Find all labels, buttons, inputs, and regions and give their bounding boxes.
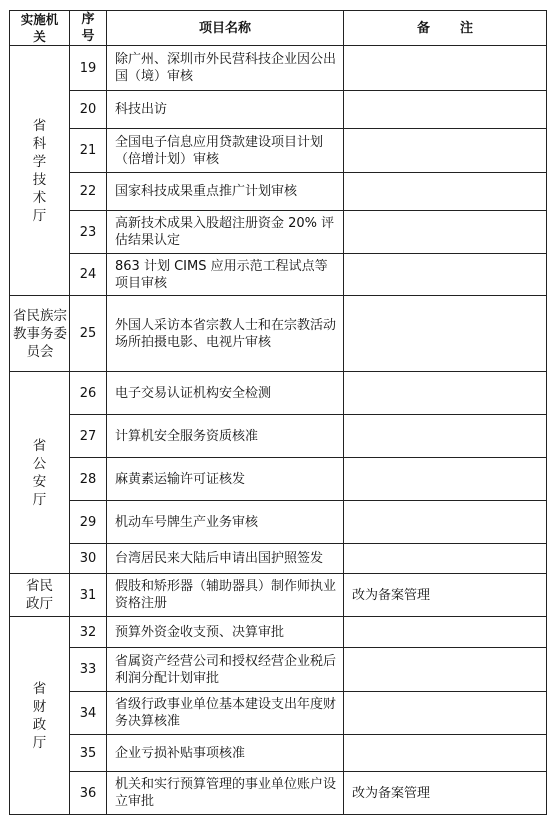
seq-cell: 36 [70,772,107,815]
header-note: 备注 [344,11,547,46]
note-cell [344,372,547,415]
seq-cell: 20 [70,91,107,129]
note-cell: 改为备案管理 [344,772,547,815]
item-name-cell: 863 计划 CIMS 应用示范工程试点等项目审核 [107,254,344,296]
note-cell [344,501,547,544]
seq-cell: 21 [70,129,107,173]
item-name-cell: 除广州、深圳市外民营科技企业因公出国（境）审核 [107,46,344,91]
table-row [10,544,547,574]
item-name-cell: 麻黄素运输许可证核发 [107,458,344,501]
agency-cell: 省科学技术厅 [10,46,70,296]
seq-cell: 34 [70,692,107,735]
table-row [10,91,547,129]
note-cell [344,735,547,772]
header-row [10,11,547,46]
item-name-cell: 省属资产经营公司和授权经营企业税后利润分配计划审批 [107,648,344,692]
seq-cell: 29 [70,501,107,544]
table-row [10,211,547,254]
note-cell [344,254,547,296]
seq-cell: 26 [70,372,107,415]
seq-cell: 32 [70,617,107,648]
header-agency: 实施机关 [10,11,70,46]
note-cell: 改为备案管理 [344,574,547,617]
item-name-cell: 机关和实行预算管理的事业单位账户设立审批 [107,772,344,815]
note-cell [344,46,547,91]
seq-cell: 19 [70,46,107,91]
note-cell [344,692,547,735]
item-name-cell: 外国人采访本省宗教人士和在宗教活动场所拍摄电影、电视片审核 [107,296,344,372]
note-cell [344,458,547,501]
table-row [10,129,547,173]
note-cell [344,129,547,173]
note-cell [344,296,547,372]
table-row [10,648,547,692]
item-name-cell: 国家科技成果重点推广计划审核 [107,173,344,211]
table-row [10,735,547,772]
seq-cell: 35 [70,735,107,772]
seq-cell: 31 [70,574,107,617]
seq-cell: 25 [70,296,107,372]
item-name-cell: 省级行政事业单位基本建设支出年度财务决算核准 [107,692,344,735]
item-name-cell: 企业亏损补贴事项核准 [107,735,344,772]
table-row [10,415,547,458]
seq-cell: 24 [70,254,107,296]
table-row [10,692,547,735]
table-row [10,772,547,815]
header-item: 项目名称 [107,11,344,46]
note-cell [344,648,547,692]
table-row [10,617,547,648]
item-name-cell: 高新技术成果入股超注册资金 20% 评估结果认定 [107,211,344,254]
seq-cell: 28 [70,458,107,501]
agency-cell: 省财政厅 [10,617,70,815]
note-cell [344,91,547,129]
item-name-cell: 计算机安全服务资质核准 [107,415,344,458]
table-row [10,296,547,372]
item-name-cell: 电子交易认证机构安全检测 [107,372,344,415]
seq-cell: 22 [70,173,107,211]
note-cell [344,617,547,648]
seq-cell: 30 [70,544,107,574]
agency-cell: 省民族宗教事务委员会 [10,296,70,372]
table-row [10,173,547,211]
table-row [10,458,547,501]
note-cell [344,211,547,254]
header-seq: 序号 [70,11,107,46]
table-row [10,254,547,296]
agency-cell: 省民政厅 [10,574,70,617]
table-row [10,574,547,617]
approval-items-table [9,10,547,815]
seq-cell: 27 [70,415,107,458]
seq-cell: 23 [70,211,107,254]
table-row [10,372,547,415]
note-cell [344,415,547,458]
table-row [10,46,547,91]
seq-cell: 33 [70,648,107,692]
item-name-cell: 全国电子信息应用贷款建设项目计划（倍增计划）审核 [107,129,344,173]
agency-cell: 省公安厅 [10,372,70,574]
item-name-cell: 科技出访 [107,91,344,129]
table-row [10,501,547,544]
note-cell [344,173,547,211]
note-cell [344,544,547,574]
item-name-cell: 台湾居民来大陆后申请出国护照签发 [107,544,344,574]
item-name-cell: 假肢和矫形器（辅助器具）制作师执业资格注册 [107,574,344,617]
item-name-cell: 机动车号牌生产业务审核 [107,501,344,544]
item-name-cell: 预算外资金收支预、决算审批 [107,617,344,648]
